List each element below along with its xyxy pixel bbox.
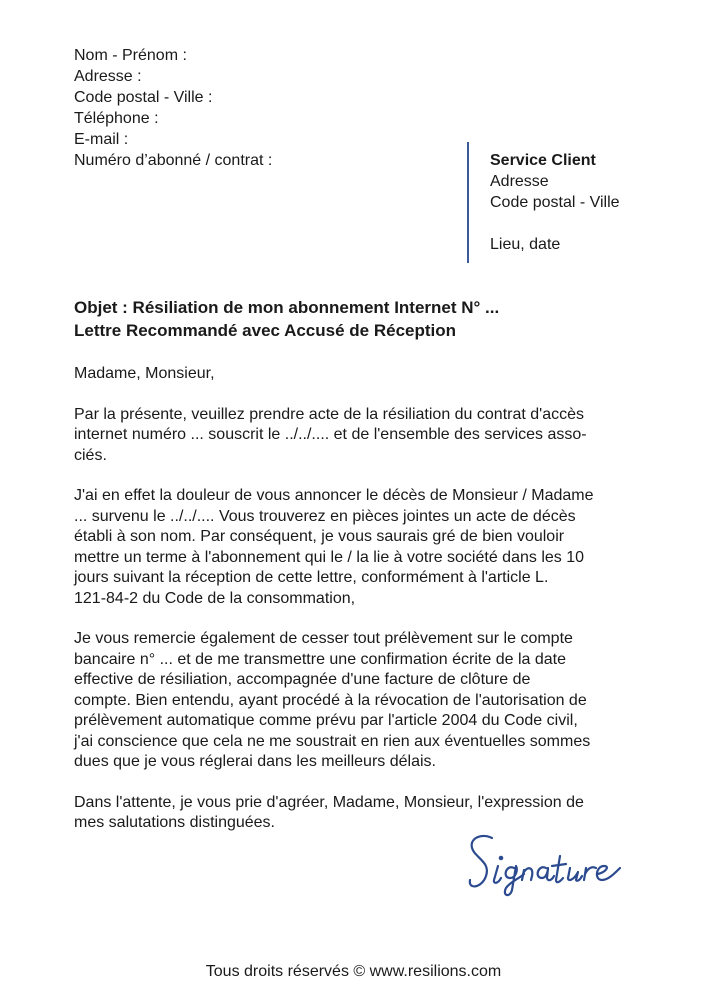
paragraph-line: jours suivant la réception de cette lettre, conformément à l'article L. (74, 569, 549, 586)
sender-postal: Code postal - Ville : (74, 89, 213, 106)
paragraph-line: mes salutations distinguées. (74, 814, 275, 831)
salutation-text: Madame, Monsieur, (74, 365, 215, 382)
paragraph-line: Dans l'attente, je vous prie d'agréer, Madame, Monsieur, l'expression de (74, 793, 584, 811)
paragraph-line: internet numéro ... souscrit le ../../.... et de l'ensemble des services asso- (74, 426, 587, 443)
paragraph-line: dues que je vous réglerai dans les meilleurs délais. (74, 753, 436, 770)
recipient-postal: Code postal - Ville (490, 194, 620, 211)
paragraph-line: ... survenu le ../../.... Vous trouverez en pièces jointes un acte de décès (74, 507, 576, 525)
paragraph-line: 121-84-2 du Code de la consommation, (74, 589, 356, 607)
recipient-spacer (490, 213, 620, 234)
recipient-address: Adresse (490, 173, 549, 190)
sender-address: Adresse : (74, 68, 142, 85)
footer-copyright: Tous droits réservés © www.resilions.com (205, 963, 502, 980)
recipient-title: Service Client (490, 152, 596, 169)
paragraph-4 (74, 793, 634, 834)
recipient-block (490, 150, 620, 255)
letter-body (74, 364, 634, 854)
recipient-place-date: Lieu, date (490, 236, 561, 253)
subject-block (74, 296, 499, 342)
recipient-divider (467, 142, 469, 263)
paragraph-line: mettre un terme à l'abonnement qui le / la lie à votre société dans les 10 (74, 548, 585, 566)
paragraph-line: compte. Bien entendu, ayant procédé à la révocation de l'autorisation de (74, 691, 587, 709)
paragraph-line: prélèvement automatique comme prévu par l'article 2004 du Code civil, (74, 712, 578, 729)
paragraph-line: J'ai en effet la douleur de vous annoncer le décès de Monsieur / Madame (74, 487, 594, 504)
paragraph-2 (74, 486, 634, 609)
paragraph-1 (74, 405, 634, 467)
sender-subscriber: Numéro d’abonné / contrat : (74, 152, 273, 169)
salutation (74, 364, 634, 385)
paragraph-line: Je vous remercie également de cesser tout prélèvement sur le compte (74, 630, 573, 647)
paragraph-line: j'ai conscience que cela ne me soustrait en rien aux éventuelles sommes (74, 732, 591, 750)
sender-name: Nom - Prénom : (74, 47, 187, 64)
paragraph-line: établi à son nom. Par conséquent, je vous saurais gré de bien vouloir (74, 528, 565, 545)
paragraph-line: effective de résiliation, accompagnée d'une facture de clôture de (74, 671, 531, 688)
paragraph-3 (74, 629, 634, 773)
paragraph-line: ciés. (74, 446, 107, 464)
paragraph-line: bancaire n° ... et de me transmettre une confirmation écrite de la date (74, 650, 566, 668)
paragraph-line: Par la présente, veuillez prendre acte de la résiliation du contrat d'accès (74, 405, 585, 423)
sender-block (74, 45, 272, 171)
handwritten-signature (462, 830, 637, 900)
subject-line-1: Objet : Résiliation de mon abonnement Internet N° ... (74, 298, 500, 317)
sender-email: E-mail : (74, 131, 129, 148)
sender-phone: Téléphone : (74, 110, 159, 127)
subject-line-2: Lettre Recommandé avec Accusé de Réception (74, 321, 457, 340)
